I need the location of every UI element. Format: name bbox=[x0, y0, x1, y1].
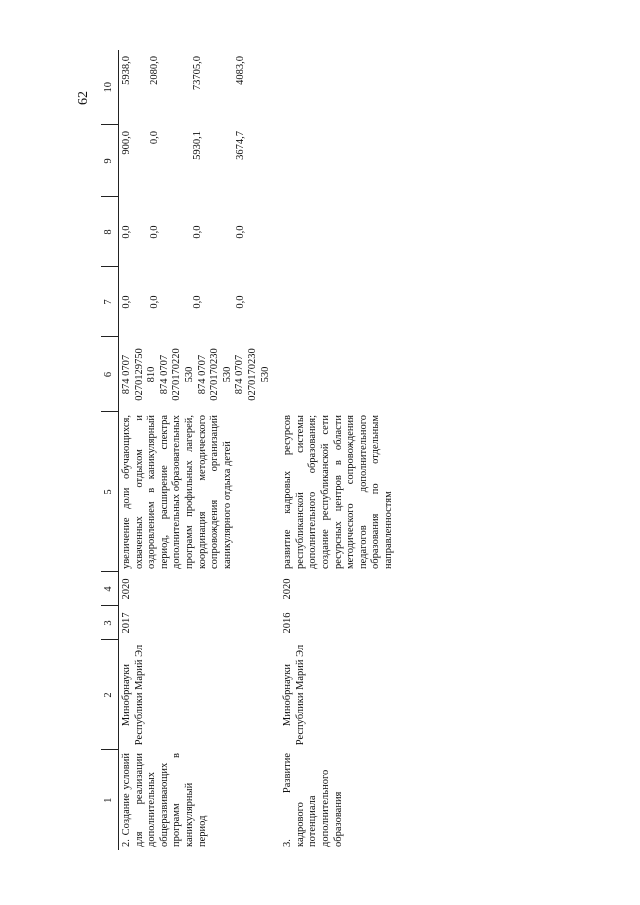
end-year: 2020 bbox=[282, 578, 294, 600]
value-cell: 0,0 bbox=[121, 295, 132, 309]
executor: Минобрнауки Республики Марий Эл bbox=[121, 644, 145, 746]
header-col-5: 5 bbox=[101, 412, 119, 572]
header-col-4: 4 bbox=[101, 572, 119, 606]
col8-values bbox=[280, 197, 403, 267]
header-col-9: 9 bbox=[101, 125, 119, 197]
header-col-10: 10 bbox=[101, 50, 119, 125]
value-cell: 5930,1 bbox=[192, 131, 203, 160]
table-row bbox=[119, 50, 281, 850]
value-cell: 2080,0 bbox=[149, 56, 160, 85]
budget-table bbox=[101, 50, 403, 850]
header-col-8: 8 bbox=[101, 197, 119, 267]
budget-code-line: 530 bbox=[259, 366, 271, 383]
budget-code-line: 874 0707 bbox=[196, 354, 208, 395]
budget-code-line: 874 0707 bbox=[158, 354, 170, 395]
expected-result: увеличение доли обучающихся, охваченных отдыхом и оздоровлением в каникулярный период, расширение спектра дополнительных образовательных программ профильных лагерей, координация методического сопровождения организаций каникулярного отдыха детей bbox=[121, 415, 233, 569]
col9-values bbox=[280, 125, 403, 197]
value-cell: 0,0 bbox=[149, 131, 160, 145]
value-cell: 0,0 bbox=[235, 225, 246, 239]
budget-code-line: 810 bbox=[146, 366, 158, 383]
header-col-6: 6 bbox=[101, 337, 119, 412]
executor: Минобрнауки Республики Марий Эл bbox=[282, 644, 306, 746]
value-cell: 900,0 bbox=[121, 131, 132, 155]
col10-values bbox=[280, 50, 403, 125]
start-year: 2017 bbox=[121, 612, 132, 634]
col7-values bbox=[280, 267, 403, 337]
value-cell: 4083,0 bbox=[235, 56, 246, 85]
budget-code-line: 874 0707 bbox=[121, 354, 132, 395]
header-col-3: 3 bbox=[101, 606, 119, 640]
value-cell: 0,0 bbox=[192, 225, 203, 239]
col7-values bbox=[119, 267, 281, 337]
budget-code-line: 530 bbox=[221, 366, 233, 383]
header-row bbox=[101, 50, 119, 850]
value-cell: 3674,7 bbox=[235, 131, 246, 160]
value-cell: 0,0 bbox=[121, 225, 132, 239]
header-col-7: 7 bbox=[101, 267, 119, 337]
col10-values bbox=[119, 50, 281, 125]
measure-name: 2. Создание условий для реализации дополнительных общеразвивающих программ в каникулярный период bbox=[121, 753, 208, 847]
header-col-2: 2 bbox=[101, 640, 119, 750]
header-col-1: 1 bbox=[101, 750, 119, 850]
value-cell: 0,0 bbox=[235, 295, 246, 309]
value-cell: 0,0 bbox=[192, 295, 203, 309]
budget-code-line: 0270170220 bbox=[171, 348, 183, 401]
col9-values bbox=[119, 125, 281, 197]
col8-values bbox=[119, 197, 281, 267]
value-cell: 0,0 bbox=[149, 295, 160, 309]
value-cell: 5938,0 bbox=[121, 56, 132, 85]
expected-result: развитие кадровых ресурсов республиканской системы дополнительного образования; создание республиканской сети ресурсных центров в области методического сопровождения педагогов дополнительного образования по отдельным направленностям bbox=[282, 415, 394, 569]
measure-name: 3. Развитие кадрового потенциала дополнительного образования bbox=[282, 753, 344, 847]
table-row bbox=[280, 50, 403, 850]
value-cell: 0,0 bbox=[149, 225, 160, 239]
page-number: 62 bbox=[76, 91, 91, 105]
budget-codes bbox=[280, 337, 403, 412]
budget-code-line: 0270170230 bbox=[209, 348, 221, 401]
end-year: 2020 bbox=[121, 578, 132, 600]
budget-code-line: 0270170230 bbox=[246, 348, 258, 401]
budget-codes bbox=[119, 337, 281, 412]
budget-code-line: 874 0707 bbox=[234, 354, 246, 395]
budget-code-line: 530 bbox=[183, 366, 195, 383]
budget-code-line: 0270129750 bbox=[133, 348, 145, 401]
value-cell: 73705,0 bbox=[192, 56, 203, 91]
start-year: 2016 bbox=[282, 612, 294, 634]
